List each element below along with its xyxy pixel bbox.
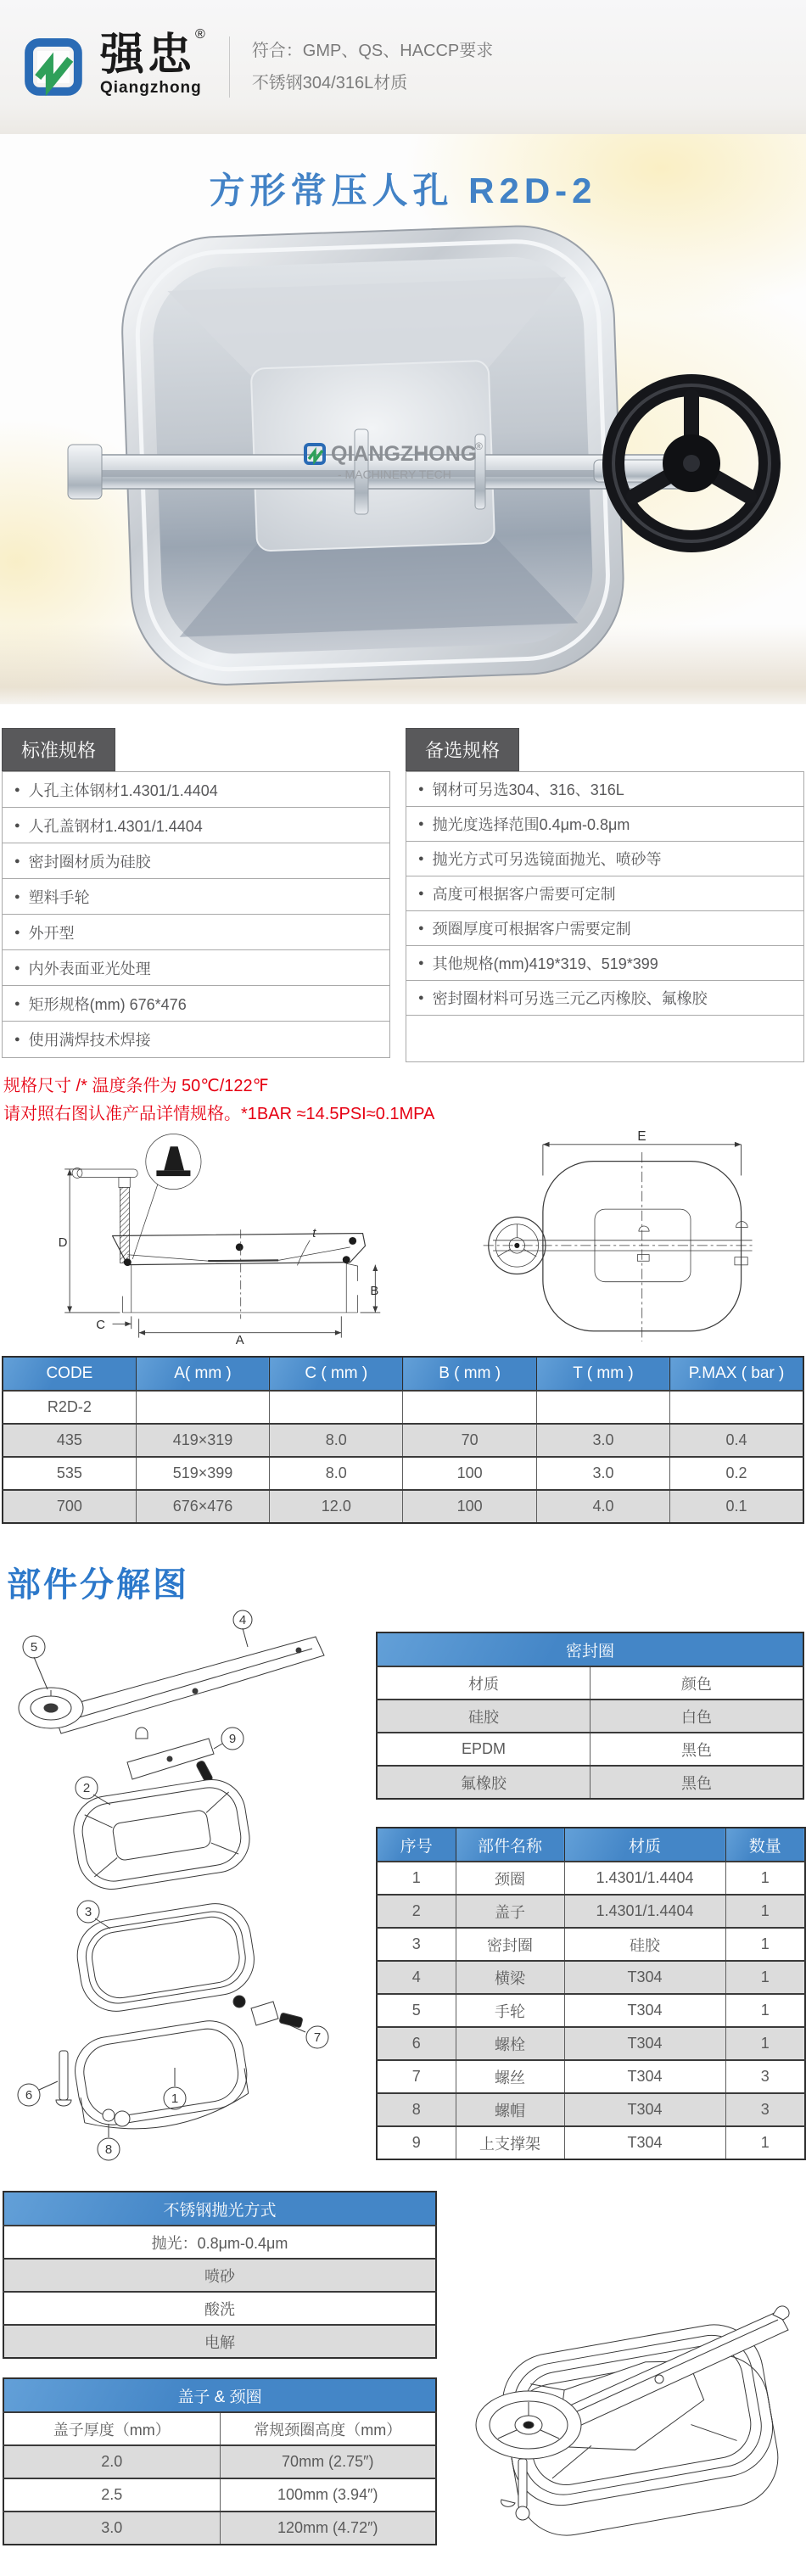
bullet-icon: ● bbox=[418, 958, 424, 968]
table-row bbox=[377, 1733, 803, 1766]
bullet-icon: ● bbox=[14, 1034, 20, 1044]
empty-row bbox=[406, 1016, 803, 1061]
brand-name-cn: 强忠 bbox=[100, 31, 196, 80]
table-row bbox=[377, 2060, 805, 2093]
bullet-icon: ● bbox=[418, 993, 424, 1003]
list-item bbox=[3, 915, 389, 950]
table-row bbox=[377, 2093, 805, 2126]
spec-text: 人孔盖钢材1.4301/1.4404 bbox=[28, 817, 203, 835]
cell bbox=[403, 1391, 536, 1424]
brand-text bbox=[100, 27, 205, 98]
size-table-section bbox=[2, 1356, 804, 1524]
col-header: 数量 bbox=[725, 1828, 805, 1862]
cell: 螺帽 bbox=[456, 2093, 564, 2126]
isometric-drawing bbox=[445, 2211, 806, 2576]
table-row bbox=[377, 1766, 803, 1799]
cell: T304 bbox=[564, 2027, 725, 2060]
cell: 100 bbox=[403, 1490, 536, 1523]
list-item bbox=[406, 842, 803, 876]
cell: 100 bbox=[403, 1457, 536, 1490]
dim-t-label: t bbox=[312, 1227, 316, 1240]
cell: 1 bbox=[725, 2027, 805, 2060]
cell: 密封圈 bbox=[456, 1928, 564, 1961]
col-header: 部件名称 bbox=[456, 1828, 564, 1862]
product-photo bbox=[0, 216, 806, 699]
callout-2: 2 bbox=[82, 1781, 91, 1795]
cell: 1 bbox=[725, 1994, 805, 2027]
callout-6: 6 bbox=[25, 2088, 33, 2103]
cell: 氟橡胶 bbox=[377, 1766, 591, 1799]
table-row bbox=[3, 1424, 803, 1457]
list-item bbox=[3, 950, 389, 986]
optional-specs bbox=[406, 728, 804, 1062]
spec-text: 颈圈厚度可根据客户需要定制 bbox=[432, 921, 631, 938]
top-view-drawing bbox=[441, 1130, 798, 1344]
cell: 喷砂 bbox=[3, 2259, 436, 2292]
cell: 1 bbox=[725, 2126, 805, 2159]
cell: 1.4301/1.4404 bbox=[564, 1862, 725, 1895]
cell: 8.0 bbox=[270, 1457, 403, 1490]
cell: 700 bbox=[3, 1490, 136, 1523]
list-item bbox=[406, 807, 803, 842]
cell: 黑色 bbox=[591, 1766, 804, 1799]
bullet-icon: ● bbox=[14, 998, 20, 1009]
cell: 硅胶 bbox=[377, 1700, 591, 1733]
spec-note bbox=[3, 1072, 806, 1128]
spec-text: 抛光方式可另选镜面抛光、喷砂等 bbox=[432, 851, 662, 868]
cell: 12.0 bbox=[270, 1490, 403, 1523]
table-row bbox=[3, 2226, 436, 2259]
list-item bbox=[406, 946, 803, 981]
cell: T304 bbox=[564, 2093, 725, 2126]
dim-D-label: D bbox=[58, 1236, 68, 1251]
note-line1: 规格尺寸 /* 温度条件为 50℃/122℉ bbox=[3, 1077, 269, 1095]
table-row bbox=[3, 2445, 436, 2478]
cell: 电解 bbox=[3, 2325, 436, 2358]
cell: 2.5 bbox=[3, 2478, 220, 2512]
list-item bbox=[406, 876, 803, 911]
callout-7: 7 bbox=[313, 2030, 322, 2045]
bullet-icon: ● bbox=[14, 927, 20, 938]
cell: 3 bbox=[725, 2060, 805, 2093]
col-header-cell: 盖子厚度（mm） bbox=[3, 2412, 220, 2445]
spec-text: 内外表面亚光处理 bbox=[28, 960, 151, 977]
cell: T304 bbox=[564, 1994, 725, 2027]
bullet-icon: ● bbox=[14, 820, 20, 831]
cell: 1.4301/1.4404 bbox=[564, 1895, 725, 1928]
dim-E-label: E bbox=[637, 1129, 646, 1145]
table-row bbox=[3, 2292, 436, 2325]
spec-lists bbox=[0, 728, 806, 1062]
bullet-icon: ● bbox=[418, 819, 424, 829]
cell: 519×399 bbox=[136, 1457, 269, 1490]
cell: 1 bbox=[725, 1928, 805, 1961]
header-tagline bbox=[252, 35, 493, 99]
table-header-row bbox=[3, 2192, 436, 2226]
page-title: 方形常压人孔 R2D-2 bbox=[209, 171, 597, 210]
cell: 3 bbox=[725, 2093, 805, 2126]
brand-name-en: Qiangzhong bbox=[100, 78, 202, 97]
cell: T304 bbox=[564, 1961, 725, 1994]
bullet-icon: ● bbox=[14, 891, 20, 902]
cell: 3 bbox=[377, 1928, 456, 1961]
watermark-reg: ® bbox=[475, 440, 483, 452]
cell: 螺丝 bbox=[456, 2060, 564, 2093]
cell: 1 bbox=[725, 1862, 805, 1895]
list-item bbox=[3, 1022, 389, 1057]
cell: 3.0 bbox=[536, 1424, 669, 1457]
table-header-row bbox=[377, 1632, 803, 1666]
cell: 676×476 bbox=[136, 1490, 269, 1523]
spec-text: 使用满焊技术焊接 bbox=[28, 1032, 151, 1049]
parts-table bbox=[376, 1827, 806, 2160]
cell: 1 bbox=[377, 1862, 456, 1895]
cell: 0.2 bbox=[670, 1457, 803, 1490]
list-item bbox=[3, 843, 389, 879]
table-row bbox=[3, 1457, 803, 1490]
table-row bbox=[377, 1862, 805, 1895]
bullet-icon: ● bbox=[14, 962, 20, 973]
standard-specs-label: 标准规格 bbox=[2, 728, 115, 771]
callout-1: 1 bbox=[171, 2092, 179, 2106]
cell: 4 bbox=[377, 1961, 456, 1994]
table-row bbox=[377, 2027, 805, 2060]
col-header: A( mm ) bbox=[136, 1357, 269, 1391]
polish-table-title: 不锈钢抛光方式 bbox=[3, 2192, 436, 2226]
bullet-icon: ● bbox=[14, 784, 20, 795]
cell: 9 bbox=[377, 2126, 456, 2159]
col-header: 材质 bbox=[564, 1828, 725, 1862]
cell: 上支撑架 bbox=[456, 2126, 564, 2159]
watermark-brand: QIANGZHONG bbox=[331, 442, 478, 466]
cell: 0.1 bbox=[670, 1490, 803, 1523]
table-header-row bbox=[3, 2378, 436, 2412]
list-item bbox=[406, 772, 803, 807]
table-row bbox=[3, 1490, 803, 1523]
callout-5: 5 bbox=[30, 1640, 38, 1655]
cell: 70 bbox=[403, 1424, 536, 1457]
cell: T304 bbox=[564, 2126, 725, 2159]
bottom-section bbox=[0, 2191, 806, 2576]
header-divider bbox=[229, 36, 230, 98]
cell: 3.0 bbox=[536, 1457, 669, 1490]
cell: 酸洗 bbox=[3, 2292, 436, 2325]
cell: R2D-2 bbox=[3, 1391, 136, 1424]
table-row bbox=[3, 2325, 436, 2358]
spec-text: 矩形规格(mm) 676*476 bbox=[28, 995, 187, 1013]
col-header: 序号 bbox=[377, 1828, 456, 1862]
spec-text: 抛光度选择范围0.4μm-0.8μm bbox=[432, 816, 630, 833]
cell: 4.0 bbox=[536, 1490, 669, 1523]
spec-text: 塑料手轮 bbox=[28, 888, 90, 906]
cell: 419×319 bbox=[136, 1424, 269, 1457]
standard-specs-list bbox=[2, 771, 390, 1058]
cell bbox=[136, 1391, 269, 1424]
cell: 3.0 bbox=[3, 2512, 220, 2545]
cell: 120mm (4.72″) bbox=[220, 2512, 436, 2545]
seal-table bbox=[376, 1632, 804, 1800]
cell: T304 bbox=[564, 2060, 725, 2093]
registered-mark: ® bbox=[195, 27, 205, 42]
table-row bbox=[377, 2126, 805, 2159]
exploded-diagram bbox=[0, 1610, 375, 2159]
cell bbox=[536, 1391, 669, 1424]
cell: 8.0 bbox=[270, 1424, 403, 1457]
cell: 435 bbox=[3, 1424, 136, 1457]
spec-text: 其他规格(mm)419*319、519*399 bbox=[432, 955, 658, 972]
lid-neck-table bbox=[3, 2377, 437, 2545]
cell: EPDM bbox=[377, 1733, 591, 1766]
tagline-line2: 不锈钢304/316L材质 bbox=[251, 74, 408, 92]
table-row bbox=[377, 1928, 805, 1961]
cell: 白色 bbox=[591, 1700, 804, 1733]
cell: 螺栓 bbox=[456, 2027, 564, 2060]
cell: 横梁 bbox=[456, 1961, 564, 1994]
brand-logo bbox=[24, 27, 205, 102]
cell: 1 bbox=[725, 1961, 805, 1994]
table-row bbox=[3, 2478, 436, 2512]
spec-text: 密封圈材质为硅胶 bbox=[28, 853, 151, 871]
cell: 材质 bbox=[377, 1666, 591, 1700]
cell: 颜色 bbox=[591, 1666, 804, 1700]
cell bbox=[270, 1391, 403, 1424]
cell: 535 bbox=[3, 1457, 136, 1490]
note-line2: 请对照右图认准产品详情规格。*1BAR ≈14.5PSI≈0.1MPA bbox=[3, 1105, 435, 1123]
cell: 6 bbox=[377, 2027, 456, 2060]
table-row bbox=[377, 1700, 803, 1733]
cell: 盖子 bbox=[456, 1895, 564, 1928]
bullet-icon: ● bbox=[418, 854, 424, 864]
col-header: B ( mm ) bbox=[403, 1357, 536, 1391]
exploded-section bbox=[0, 1558, 806, 2160]
bullet-icon: ● bbox=[418, 784, 424, 794]
list-item bbox=[3, 772, 389, 808]
list-item bbox=[406, 911, 803, 946]
cell: 黑色 bbox=[591, 1733, 804, 1766]
spec-text: 外开型 bbox=[28, 924, 75, 942]
col-header: CODE bbox=[3, 1357, 136, 1391]
table-row bbox=[3, 2512, 436, 2545]
size-table bbox=[2, 1356, 804, 1524]
table-row bbox=[3, 1391, 803, 1424]
list-item bbox=[406, 981, 803, 1016]
seal-table-title: 密封圈 bbox=[377, 1632, 803, 1666]
bullet-icon: ● bbox=[418, 923, 424, 933]
callout-9: 9 bbox=[228, 1732, 237, 1746]
cell: 2 bbox=[377, 1895, 456, 1928]
dim-A-label: A bbox=[235, 1334, 244, 1347]
side-view-drawing bbox=[0, 1130, 441, 1347]
cell: 70mm (2.75″) bbox=[220, 2445, 436, 2478]
cell: 手轮 bbox=[456, 1994, 564, 2027]
exploded-tables bbox=[376, 1610, 804, 2160]
cell: 7 bbox=[377, 2060, 456, 2093]
polish-table bbox=[3, 2191, 437, 2359]
header bbox=[0, 0, 806, 134]
cell: 5 bbox=[377, 1994, 456, 2027]
list-item bbox=[3, 808, 389, 843]
cell: 抛光：0.8μm-0.4μm bbox=[3, 2226, 436, 2259]
dim-B-label: B bbox=[370, 1285, 379, 1299]
bullet-icon: ● bbox=[14, 855, 20, 866]
optional-specs-label: 备选规格 bbox=[406, 728, 519, 771]
cell: 1 bbox=[725, 1895, 805, 1928]
list-item bbox=[3, 986, 389, 1022]
table-header-row bbox=[377, 1828, 805, 1862]
cell: 硅胶 bbox=[564, 1928, 725, 1961]
watermark-sub: - MACHINERY TECH bbox=[338, 468, 451, 481]
table-row bbox=[3, 2412, 436, 2445]
cell: 颈圈 bbox=[456, 1862, 564, 1895]
bottom-tables bbox=[3, 2191, 437, 2576]
list-item bbox=[3, 879, 389, 915]
table-row bbox=[377, 1666, 803, 1700]
table-row bbox=[3, 2259, 436, 2292]
spec-text: 人孔主体钢材1.4301/1.4404 bbox=[28, 781, 218, 799]
table-row bbox=[377, 1961, 805, 1994]
table-header-row bbox=[3, 1357, 803, 1391]
cell: 0.4 bbox=[670, 1424, 803, 1457]
qiangzhong-logo-icon bbox=[24, 37, 88, 102]
cell bbox=[670, 1391, 803, 1424]
spec-text: 高度可根据客户需要可定制 bbox=[432, 886, 616, 903]
spec-text: 钢材可另选304、316、316L bbox=[432, 781, 624, 798]
col-header: P.MAX ( bar ) bbox=[670, 1357, 803, 1391]
spec-text: 密封圈材料可另选三元乙丙橡胶、氟橡胶 bbox=[432, 990, 708, 1007]
col-header: T ( mm ) bbox=[536, 1357, 669, 1391]
lid-neck-table-title: 盖子 & 颈圈 bbox=[3, 2378, 436, 2412]
technical-drawings bbox=[0, 1129, 806, 1347]
callout-4: 4 bbox=[238, 1613, 247, 1627]
cell: 2.0 bbox=[3, 2445, 220, 2478]
table-row bbox=[377, 1895, 805, 1928]
optional-specs-list bbox=[406, 771, 804, 1062]
cell: 100mm (3.94″) bbox=[220, 2478, 436, 2512]
standard-specs bbox=[2, 728, 390, 1062]
cell: 8 bbox=[377, 2093, 456, 2126]
hero-section bbox=[0, 134, 806, 704]
exploded-heading: 部件分解图 bbox=[7, 1566, 189, 1604]
col-header-cell: 常规颈圈高度（mm） bbox=[220, 2412, 436, 2445]
table-row bbox=[377, 1994, 805, 2027]
dim-C-label: C bbox=[96, 1319, 105, 1333]
bullet-icon: ● bbox=[418, 888, 424, 899]
callout-8: 8 bbox=[104, 2142, 113, 2157]
tagline-line1: 符合：GMP、QS、HACCP要求 bbox=[251, 42, 494, 60]
col-header: C ( mm ) bbox=[270, 1357, 403, 1391]
callout-3: 3 bbox=[84, 1905, 92, 1919]
